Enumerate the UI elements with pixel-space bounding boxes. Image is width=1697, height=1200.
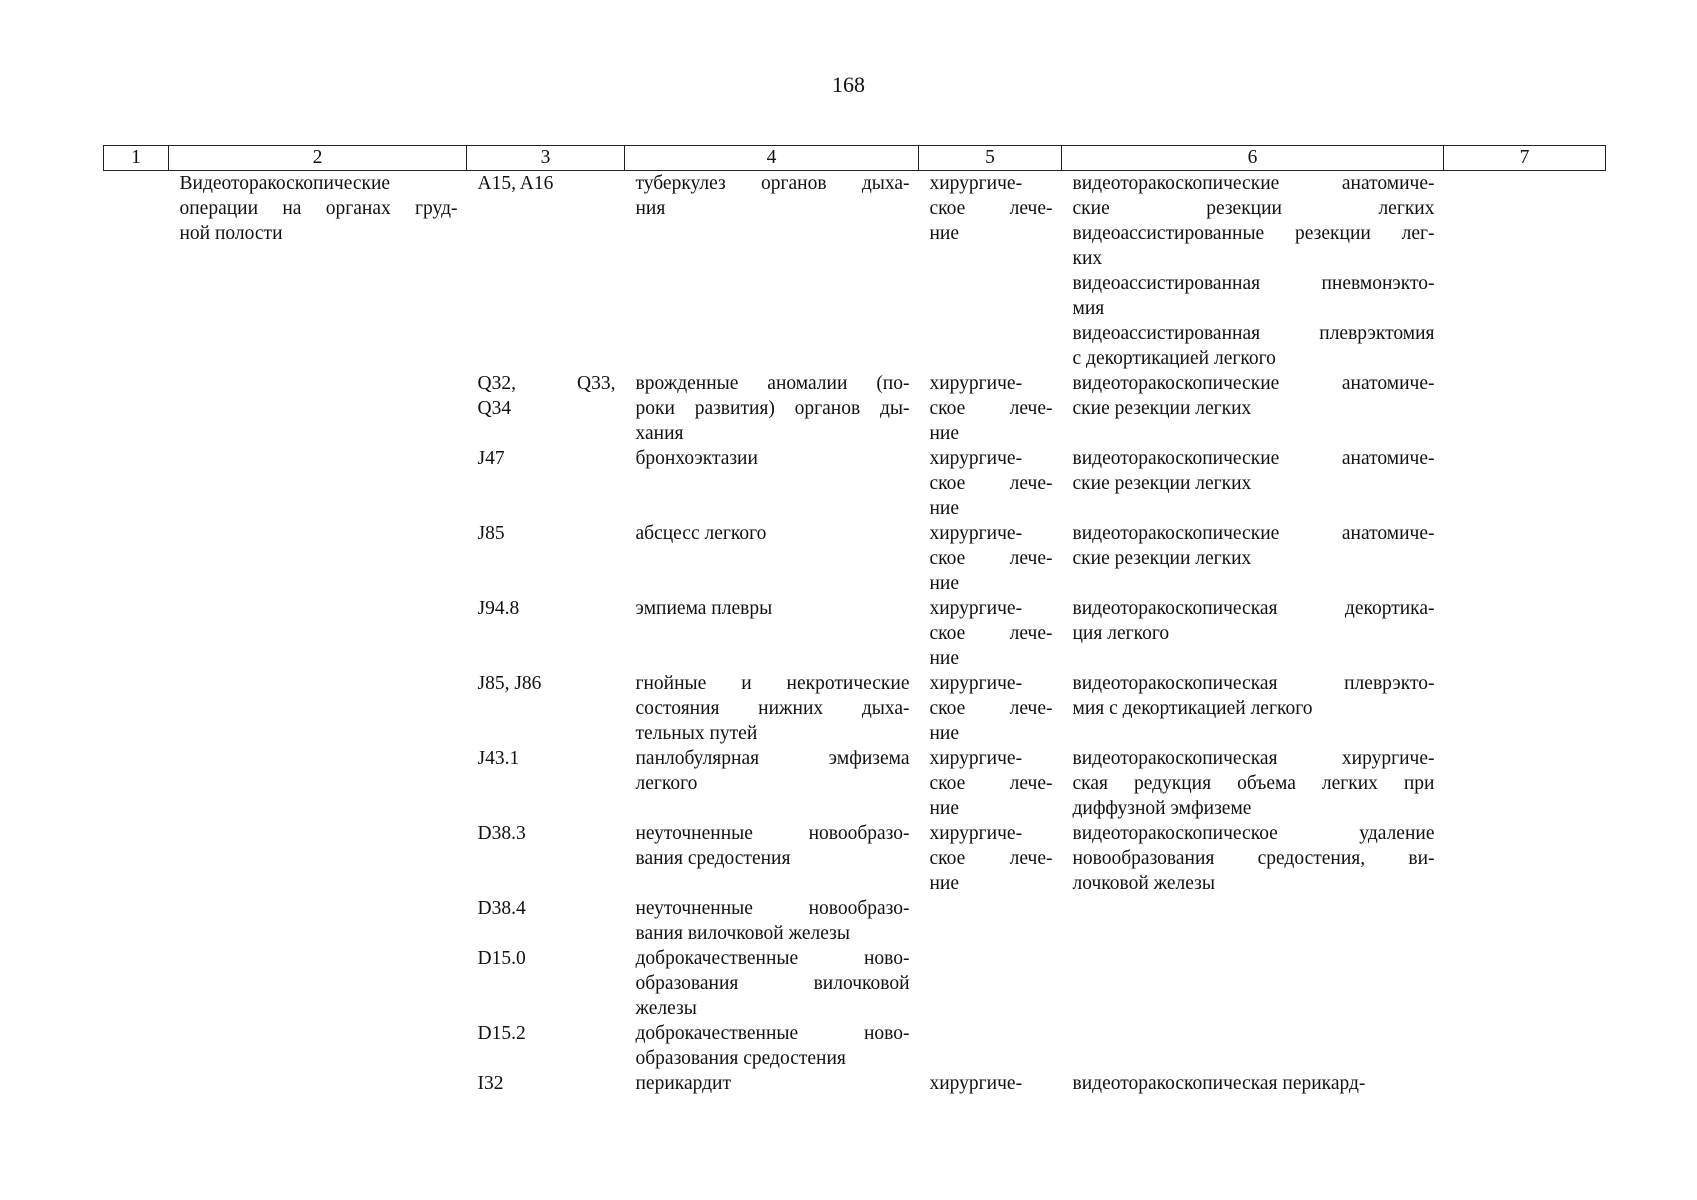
table-row [104,946,1606,1021]
cell-method [1062,171,1444,372]
cell-group-name [169,1071,467,1096]
text-line: туберкулез органов дыха- [635,173,910,194]
cell-lines [636,671,910,746]
text-line: ние [929,223,960,244]
cell-treatment [919,896,1062,946]
cell-lines [478,746,616,771]
cell-col1 [104,946,169,1021]
cell-codes [467,521,625,596]
text-line: ское лече- [929,698,1053,719]
cell-group-name [169,671,467,746]
column-header: 5 [919,146,1062,171]
text-line: операции на органах груд- [179,198,458,219]
cell-col1 [104,746,169,821]
cell-group-name [169,371,467,446]
text-line: абсцесс легкого [635,523,767,544]
text-line: ское лече- [929,473,1053,494]
text-line: A15, A16 [477,173,554,194]
cell-col7 [1444,596,1606,671]
cell-treatment [919,521,1062,596]
cell-lines [930,521,1053,596]
cell-lines [636,171,910,221]
cell-lines [478,371,616,421]
cell-col7 [1444,521,1606,596]
text-line: ния [635,198,666,219]
text-line: ние [929,648,960,669]
cell-lines [636,821,910,871]
cell-treatment [919,371,1062,446]
text-line: D15.0 [477,948,526,969]
cell-codes [467,946,625,1021]
cell-col7 [1444,896,1606,946]
cell-lines [180,171,458,246]
cell-codes [467,1071,625,1096]
cell-method [1062,371,1444,446]
text-line: I32 [477,1073,504,1094]
text-line: эмпиема плевры [635,598,773,619]
cell-method [1062,1021,1444,1071]
cell-lines [1073,446,1435,496]
cell-group-name [169,446,467,521]
cell-lines [930,821,1053,896]
text-line: ние [929,798,960,819]
cell-col1 [104,596,169,671]
text-line: ние [929,573,960,594]
column-numbers-row [104,146,1606,171]
cell-lines [478,896,616,921]
text-line: мия с декортикацией легкого [1072,698,1313,719]
text-line: вания средостения [635,848,791,869]
text-line: состояния нижних дыха- [635,698,910,719]
cell-lines [478,821,616,846]
text-line: новообразования средостения, ви- [1072,848,1435,869]
text-line: видеоторакоскопические анатомиче- [1072,523,1435,544]
cell-lines [930,596,1053,671]
text-line: хирургиче- [929,523,1023,544]
cell-method [1062,896,1444,946]
cell-lines [1073,521,1435,571]
cell-treatment [919,1021,1062,1071]
text-line: ское лече- [929,398,1053,419]
page-number: 168 [832,72,865,97]
text-line: гнойные и некротические [635,673,910,694]
text-line: легкого [635,773,698,794]
text-line: хирургиче- [929,598,1023,619]
text-line: доброкачественные ново- [635,1023,910,1044]
cell-diagnosis [625,596,919,671]
cell-lines [1073,171,1435,371]
text-line: видеоторакоскопическое удаление [1072,823,1435,844]
text-line: образования средостения [635,1048,846,1069]
text-line: хания [635,423,684,444]
cell-lines [478,521,616,546]
cell-treatment [919,671,1062,746]
cell-treatment [919,171,1062,372]
text-line: D15.2 [477,1023,526,1044]
text-line: J47 [477,448,505,469]
cell-col7 [1444,746,1606,821]
text-line: с декортикацией легкого [1072,348,1276,369]
text-line: хирургиче- [929,173,1023,194]
cell-lines [636,446,910,471]
cell-col1 [104,171,169,372]
text-line: ское лече- [929,773,1053,794]
column-header: 7 [1444,146,1606,171]
cell-method [1062,521,1444,596]
text-line: ние [929,723,960,744]
cell-lines [930,1071,1053,1096]
text-line: ция легкого [1072,623,1170,644]
cell-group-name [169,946,467,1021]
cell-diagnosis [625,446,919,521]
text-line: видеоассистированная плеврэктомия [1072,323,1435,344]
text-line: доброкачественные ново- [635,948,910,969]
cell-group-name [169,521,467,596]
text-line: ких [1072,248,1103,269]
cell-col1 [104,896,169,946]
cell-method [1062,1071,1444,1096]
text-line: видеоторакоскопические анатомиче- [1072,373,1435,394]
cell-col7 [1444,821,1606,896]
cell-treatment [919,446,1062,521]
cell-lines [930,371,1053,446]
cell-lines [636,746,910,796]
cell-codes [467,671,625,746]
text-line: ной полости [179,223,283,244]
cell-diagnosis [625,521,919,596]
table-row [104,371,1606,446]
text-line: ские резекции легких [1072,198,1435,219]
cell-lines [930,671,1053,746]
cell-lines [478,446,616,471]
table-row [104,521,1606,596]
text-line: ское лече- [929,548,1053,569]
text-line: тельных путей [635,723,758,744]
cell-diagnosis [625,1071,919,1096]
text-line: неуточненные новообразо- [635,898,910,919]
cell-diagnosis [625,896,919,946]
text-line: видеоторакоскопическая декортика- [1072,598,1435,619]
text-line: образования вилочковой [635,973,910,994]
text-line: Видеоторакоскопические [179,173,391,194]
text-line: видеоторакоскопическая перикард- [1072,1073,1366,1094]
cell-col1 [104,1071,169,1096]
cell-diagnosis [625,946,919,1021]
table-row [104,171,1606,372]
text-line: хирургиче- [929,373,1023,394]
text-line: ские резекции легких [1072,398,1252,419]
cell-lines [478,1071,616,1096]
cell-group-name [169,1021,467,1071]
text-line: Q34 [477,398,512,419]
text-line: хирургиче- [929,748,1023,769]
cell-lines [1073,746,1435,821]
cell-method [1062,671,1444,746]
cell-lines [636,946,910,1021]
cell-lines [478,946,616,971]
cell-lines [478,596,616,621]
cell-diagnosis [625,171,919,372]
text-line: ние [929,423,960,444]
text-line: ние [929,498,960,519]
text-line: ское лече- [929,848,1053,869]
text-line: роки развития) органов ды- [635,398,910,419]
column-header: 6 [1062,146,1444,171]
table-row [104,446,1606,521]
cell-col1 [104,446,169,521]
text-line: видеоассистированные резекции лег- [1072,223,1435,244]
text-line: хирургиче- [929,673,1023,694]
text-line: мия [1072,298,1105,319]
text-line: D38.3 [477,823,526,844]
cell-col7 [1444,371,1606,446]
text-line: ское лече- [929,623,1053,644]
cell-col7 [1444,946,1606,1021]
cell-lines [1073,596,1435,646]
text-line: J85, J86 [477,673,542,694]
cell-lines [930,446,1053,521]
text-line: J85 [477,523,505,544]
text-line: видеоторакоскопические анатомиче- [1072,448,1435,469]
cell-lines [636,1021,910,1071]
column-header: 1 [104,146,169,171]
text-line: железы [635,998,697,1019]
table-row [104,671,1606,746]
cell-codes [467,596,625,671]
cell-codes [467,746,625,821]
text-line: видеоторакоскопические анатомиче- [1072,173,1435,194]
column-header: 2 [169,146,467,171]
text-line: ские резекции легких [1072,548,1252,569]
text-line: хирургиче- [929,1073,1023,1094]
cell-method [1062,946,1444,1021]
table-row [104,746,1606,821]
cell-treatment [919,596,1062,671]
text-line: хирургиче- [929,448,1023,469]
cell-method [1062,821,1444,896]
cell-col1 [104,371,169,446]
cell-treatment [919,821,1062,896]
text-line: ние [929,873,960,894]
text-line: ское лече- [929,198,1053,219]
text-line: J43.1 [477,748,520,769]
table-row [104,1071,1606,1096]
text-line: перикардит [635,1073,731,1094]
cell-group-name [169,896,467,946]
cell-codes [467,896,625,946]
text-line: Q32, Q33, [477,373,616,394]
cell-col7 [1444,1071,1606,1096]
cell-diagnosis [625,821,919,896]
column-header: 3 [467,146,625,171]
cell-codes [467,371,625,446]
cell-lines [478,171,616,196]
table-row [104,1021,1606,1071]
cell-codes [467,1021,625,1071]
text-line: J94.8 [477,598,520,619]
text-line: бронхоэктазии [635,448,758,469]
cell-lines [930,746,1053,821]
cell-col1 [104,671,169,746]
cell-col7 [1444,1021,1606,1071]
cell-diagnosis [625,671,919,746]
cell-col1 [104,1021,169,1071]
cell-diagnosis [625,746,919,821]
column-header: 4 [625,146,919,171]
text-line: D38.4 [477,898,526,919]
text-line: ская редукция объема легких при [1072,773,1435,794]
cell-method [1062,746,1444,821]
cell-codes [467,171,625,372]
cell-lines [478,671,616,696]
text-line: видеоассистированная пневмонэкто- [1072,273,1435,294]
cell-col1 [104,821,169,896]
cell-col7 [1444,671,1606,746]
cell-lines [478,1021,616,1046]
cell-group-name [169,171,467,372]
cell-lines [636,596,910,621]
cell-col1 [104,521,169,596]
text-line: панлобулярная эмфизема [635,748,910,769]
text-line: ские резекции легких [1072,473,1252,494]
cell-lines [1073,821,1435,896]
cell-codes [467,821,625,896]
text-line: врожденные аномалии (по- [635,373,910,394]
table-row [104,896,1606,946]
cell-treatment [919,1071,1062,1096]
cell-lines [930,171,1053,246]
text-line: вания вилочковой железы [635,923,850,944]
text-line: лочковой железы [1072,873,1215,894]
cell-lines [636,521,910,546]
table-row [104,596,1606,671]
cell-diagnosis [625,371,919,446]
text-line: видеоторакоскопическая плеврэкто- [1072,673,1435,694]
cell-treatment [919,946,1062,1021]
table-row [104,821,1606,896]
cell-lines [1073,371,1435,421]
cell-method [1062,446,1444,521]
procedures-table [103,145,1606,1096]
text-line: хирургиче- [929,823,1023,844]
cell-col7 [1444,171,1606,372]
cell-treatment [919,746,1062,821]
cell-group-name [169,821,467,896]
cell-col7 [1444,446,1606,521]
cell-lines [636,896,910,946]
cell-lines [1073,1071,1435,1096]
cell-diagnosis [625,1021,919,1071]
text-line: неуточненные новообразо- [635,823,910,844]
cell-lines [636,371,910,446]
cell-method [1062,596,1444,671]
cell-group-name [169,596,467,671]
text-line: видеоторакоскопическая хирургиче- [1072,748,1435,769]
text-line: диффузной эмфиземе [1072,798,1252,819]
cell-codes [467,446,625,521]
cell-lines [636,1071,910,1096]
cell-group-name [169,746,467,821]
cell-lines [1073,671,1435,721]
